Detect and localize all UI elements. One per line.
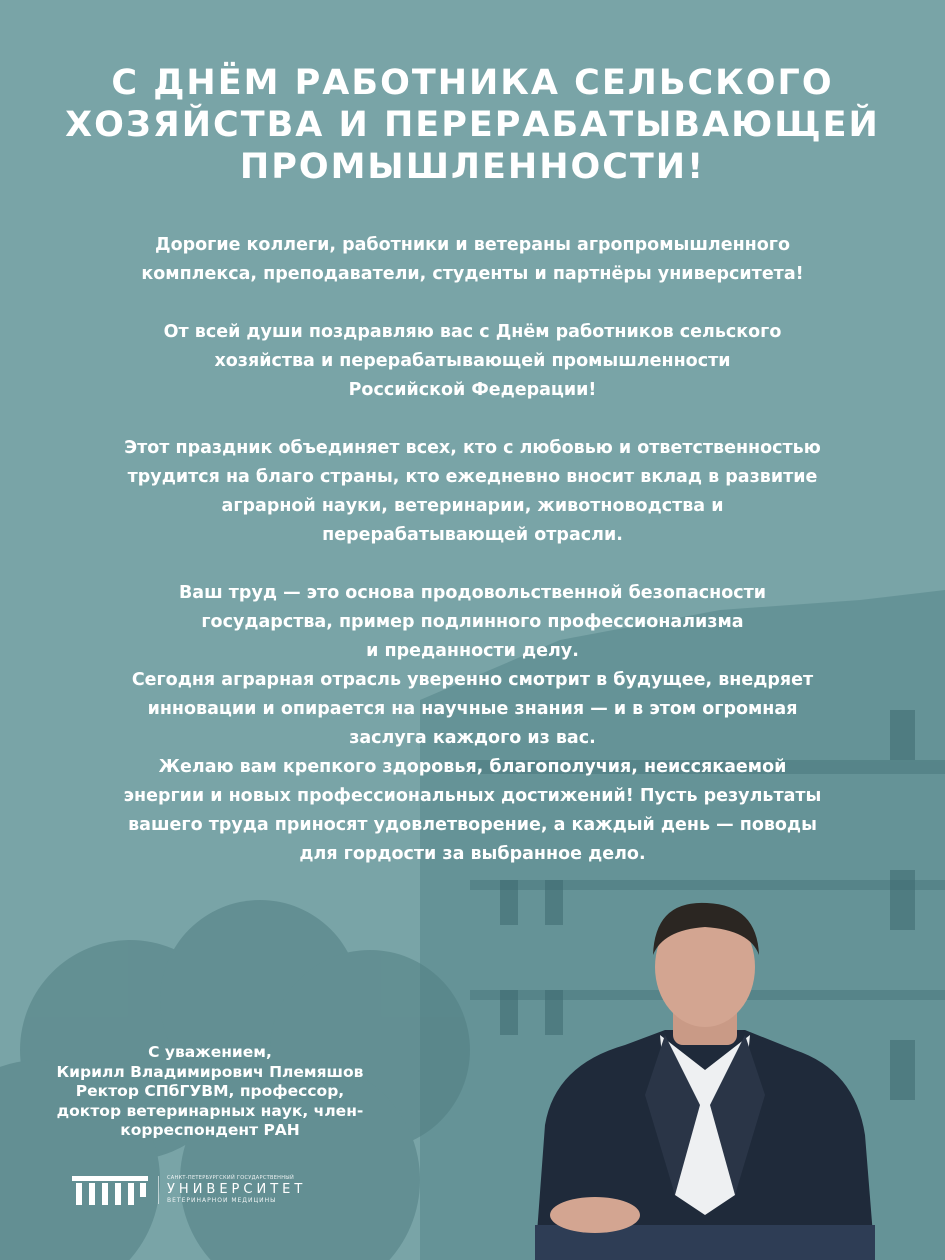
signature-line: корреспондент РАН	[120, 1121, 300, 1139]
signature	[40, 1043, 380, 1141]
text-line: хозяйства и перерабатывающей промышленности	[214, 351, 731, 371]
text-line: трудится на благо страны, кто ежедневно вносит вклад в развитие	[127, 467, 818, 487]
title-line: ПРОМЫШЛЕННОСТИ!	[239, 147, 706, 187]
text-line: Сегодня аграрная отрасль уверенно смотрит в будущее, внедряет	[131, 670, 814, 690]
text-line: Российской Федерации!	[348, 380, 597, 400]
text-line: заслуга каждого из вас.	[349, 728, 596, 748]
signature-line: Кирилл Владимирович Племяшов	[56, 1062, 364, 1081]
text-line: перерабатывающей отрасли.	[322, 525, 623, 545]
text-line: От всей души поздравляю вас с Днём работников сельского	[163, 322, 782, 342]
text-line: и преданности делу.	[366, 641, 579, 661]
paragraph-holiday	[40, 434, 905, 550]
signature-line: доктор ветеринарных наук, член-	[56, 1101, 364, 1120]
text-line: Желаю вам крепкого здоровья, благополучия, неиссякаемой	[158, 757, 787, 777]
title-line: С ДНЁМ РАБОТНИКА СЕЛЬСКОГО	[111, 63, 834, 103]
text-line: комплекса, преподаватели, студенты и партнёры университета!	[141, 264, 804, 284]
text-line: Ваш труд — это основа продовольственной безопасности	[178, 583, 767, 603]
text-line: инновации и опирается на научные знания — и в этом огромная	[147, 699, 798, 719]
title-line: ХОЗЯЙСТВА И ПЕРЕРАБАТЫВАЮЩЕЙ	[65, 105, 880, 145]
text-line: Дорогие коллеги, работники и ветераны агропромышленного	[155, 235, 790, 255]
paragraph-wishes	[40, 579, 905, 869]
university-logo	[72, 1172, 306, 1208]
text-line: энергии и новых профессиональных достижений! Пусть результаты	[123, 786, 822, 806]
logo-top-text: САНКТ-ПЕТЕРБУРГСКИЙ ГОСУДАРСТВЕННЫЙ	[167, 1175, 295, 1181]
logo-sub-text: ВЕТЕРИНАРНОЙ МЕДИЦИНЫ	[167, 1197, 277, 1204]
colonnade-icon	[72, 1172, 148, 1208]
logo-text	[158, 1176, 306, 1204]
page-title	[0, 62, 945, 188]
text-line: государства, пример подлинного профессионализма	[201, 612, 744, 632]
signature-line: Ректор СПбГУВМ, профессор,	[75, 1082, 345, 1100]
rector-portrait	[535, 895, 875, 1260]
text-line: вашего труда приносят удовлетворение, а каждый день — поводы	[128, 815, 817, 835]
paragraph-congrats	[40, 318, 905, 405]
text-line: для гордости за выбранное дело.	[299, 844, 646, 864]
logo-main-text: УНИВЕРСИТЕТ	[167, 1182, 307, 1197]
text-line: Этот праздник объединяет всех, кто с любовью и ответственностью	[124, 438, 821, 458]
signature-line: С уважением,	[148, 1043, 272, 1061]
greeting-text	[40, 231, 905, 869]
text-line: аграрной науки, ветеринарии, животноводства и	[221, 496, 724, 516]
paragraph-address	[40, 231, 905, 289]
